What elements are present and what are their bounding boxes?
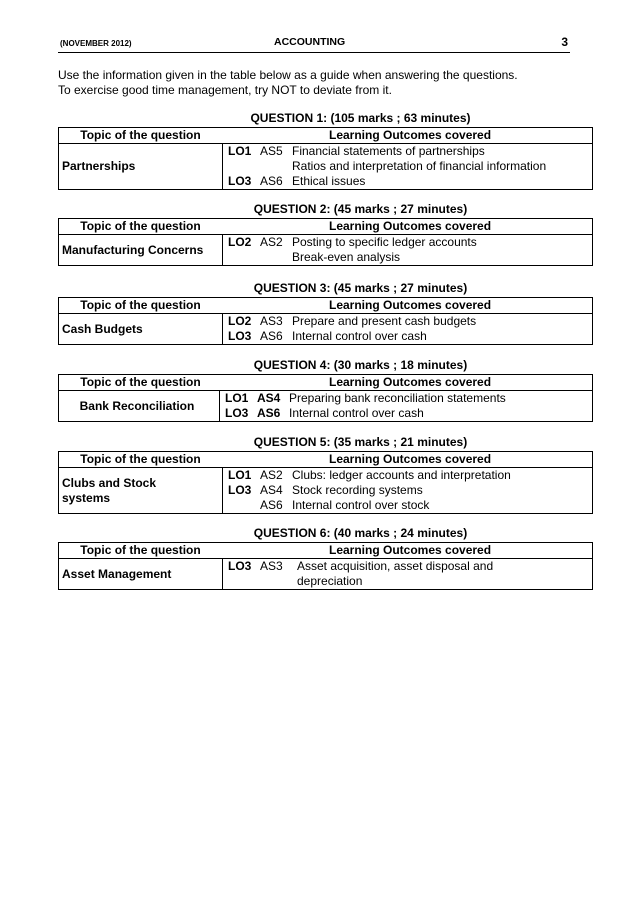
outcome-row (228, 174, 592, 189)
question-1-title: QUESTION 1: (105 marks ; 63 minutes) (58, 110, 593, 128)
intro-line-1: Use the information given in the table below as a guide when answering the questions. (58, 68, 518, 82)
question-3-title: QUESTION 3: (45 marks ; 27 minutes) (58, 280, 593, 298)
lo-code (228, 498, 260, 513)
outcomes-cell (223, 468, 592, 513)
lo-code: LO3 (228, 483, 252, 497)
lo-code: LO3 (228, 559, 252, 573)
lo-code: LO3 (228, 329, 252, 343)
col-outcomes-header: Learning Outcomes covered (329, 543, 492, 557)
table-row (59, 559, 592, 589)
col-outcomes-header: Learning Outcomes covered (329, 298, 492, 312)
outcome-desc: Financial statements of partnerships (292, 144, 485, 158)
as-code (260, 250, 290, 265)
outcome-row (228, 468, 592, 483)
table-header-row (59, 219, 592, 235)
col-outcomes-header: Learning Outcomes covered (329, 219, 492, 233)
topic-cell: Bank Reconciliation (59, 391, 220, 421)
topic-cell: Cash Budgets (59, 314, 223, 344)
topic-line-2: systems (62, 490, 111, 505)
lo-code (228, 574, 260, 589)
outcomes-cell (220, 391, 592, 421)
outcome-desc: Break-even analysis (292, 250, 401, 264)
outcomes-cell (223, 559, 592, 589)
outcome-desc: Posting to specific ledger accounts (292, 235, 477, 249)
as-code: AS6 (260, 329, 283, 343)
table-row (59, 235, 592, 265)
intro-line-2: To exercise good time management, try NOT to deviate from it. (58, 83, 392, 97)
outcome-row (228, 235, 592, 250)
outcome-row (228, 250, 592, 265)
topic-cell: Manufacturing Concerns (59, 235, 223, 265)
outcome-row (228, 329, 592, 344)
question-6-title: QUESTION 6: (40 marks ; 24 minutes) (58, 525, 593, 543)
lo-code: LO2 (228, 235, 252, 249)
outcome-desc: Internal control over stock (292, 498, 430, 512)
col-topic-header: Topic of the question (80, 375, 201, 389)
outcome-desc: Ethical issues (292, 174, 366, 188)
question-2-block (58, 201, 593, 266)
topic-line-1: Clubs and Stock (62, 475, 157, 490)
as-code: AS6 (260, 498, 283, 512)
table-row (59, 468, 592, 513)
lo-code: LO3 (225, 406, 249, 420)
col-outcomes-header: Learning Outcomes covered (329, 128, 492, 142)
lo-code: LO1 (225, 391, 249, 405)
col-topic-header: Topic of the question (80, 452, 201, 466)
question-6-block (58, 525, 593, 590)
question-4-title: QUESTION 4: (30 marks ; 18 minutes) (58, 357, 593, 375)
lo-code (228, 159, 260, 174)
table-header-row (59, 543, 592, 559)
as-code: AS5 (260, 144, 283, 158)
question-1-table (58, 128, 593, 190)
outcome-desc: Asset acquisition, asset disposal and (297, 559, 494, 573)
outcome-desc: Preparing bank reconciliation statements (289, 391, 506, 405)
as-code: AS4 (260, 483, 283, 497)
outcome-desc: Ratios and interpretation of financial information (292, 159, 547, 173)
outcome-row (228, 498, 592, 513)
question-4-table (58, 375, 593, 422)
outcome-desc: Stock recording systems (292, 483, 423, 497)
outcome-row (228, 483, 592, 498)
question-3-table (58, 298, 593, 345)
outcome-desc: depreciation (297, 574, 363, 588)
as-code: AS3 (260, 559, 283, 573)
outcome-row (228, 159, 592, 174)
question-3-block (58, 280, 593, 345)
as-code: AS3 (260, 314, 283, 328)
table-header-row (59, 298, 592, 314)
as-code: AS6 (257, 406, 281, 420)
topic-cell (59, 468, 223, 513)
outcome-row (225, 391, 592, 406)
col-topic-header: Topic of the question (80, 219, 201, 233)
question-1-block (58, 110, 593, 190)
question-6-table (58, 543, 593, 590)
outcome-row (228, 314, 592, 329)
col-topic-header: Topic of the question (80, 298, 201, 312)
topic-cell: Partnerships (59, 144, 223, 189)
lo-code: LO3 (228, 174, 252, 188)
lo-code: LO1 (228, 144, 252, 158)
lo-code: LO1 (228, 468, 252, 482)
outcomes-cell (223, 235, 592, 265)
as-code: AS2 (260, 468, 283, 482)
col-outcomes-header: Learning Outcomes covered (329, 452, 492, 466)
intro-text (58, 68, 518, 98)
lo-code: LO2 (228, 314, 252, 328)
header-subject: ACCOUNTING (274, 36, 346, 48)
page-header (58, 36, 570, 53)
question-5-table (58, 452, 593, 514)
as-code (260, 574, 290, 589)
table-header-row (59, 452, 592, 468)
as-code: AS4 (257, 391, 281, 405)
outcome-row (225, 406, 592, 421)
question-4-block (58, 357, 593, 422)
outcome-row (228, 559, 592, 574)
table-row (59, 391, 592, 421)
as-code (260, 159, 290, 174)
table-row (59, 144, 592, 189)
outcomes-cell (223, 314, 592, 344)
col-topic-header: Topic of the question (80, 543, 201, 557)
outcome-row (228, 574, 592, 589)
header-date: (NOVEMBER 2012) (60, 39, 132, 48)
outcomes-cell (223, 144, 592, 189)
as-code: AS2 (260, 235, 283, 249)
table-header-row (59, 375, 592, 391)
outcome-desc: Internal control over cash (289, 406, 424, 420)
lo-code (228, 250, 260, 265)
topic-cell: Asset Management (59, 559, 223, 589)
question-2-title: QUESTION 2: (45 marks ; 27 minutes) (58, 201, 593, 219)
question-2-table (58, 219, 593, 266)
question-5-block (58, 434, 593, 514)
table-header-row (59, 128, 592, 144)
outcome-desc: Prepare and present cash budgets (292, 314, 477, 328)
outcome-desc: Internal control over cash (292, 329, 427, 343)
outcome-desc: Clubs: ledger accounts and interpretation (292, 468, 511, 482)
as-code: AS6 (260, 174, 283, 188)
col-outcomes-header: Learning Outcomes covered (329, 375, 492, 389)
header-page-number: 3 (561, 35, 568, 49)
outcome-row (228, 144, 592, 159)
table-row (59, 314, 592, 344)
col-topic-header: Topic of the question (80, 128, 201, 142)
question-5-title: QUESTION 5: (35 marks ; 21 minutes) (58, 434, 593, 452)
